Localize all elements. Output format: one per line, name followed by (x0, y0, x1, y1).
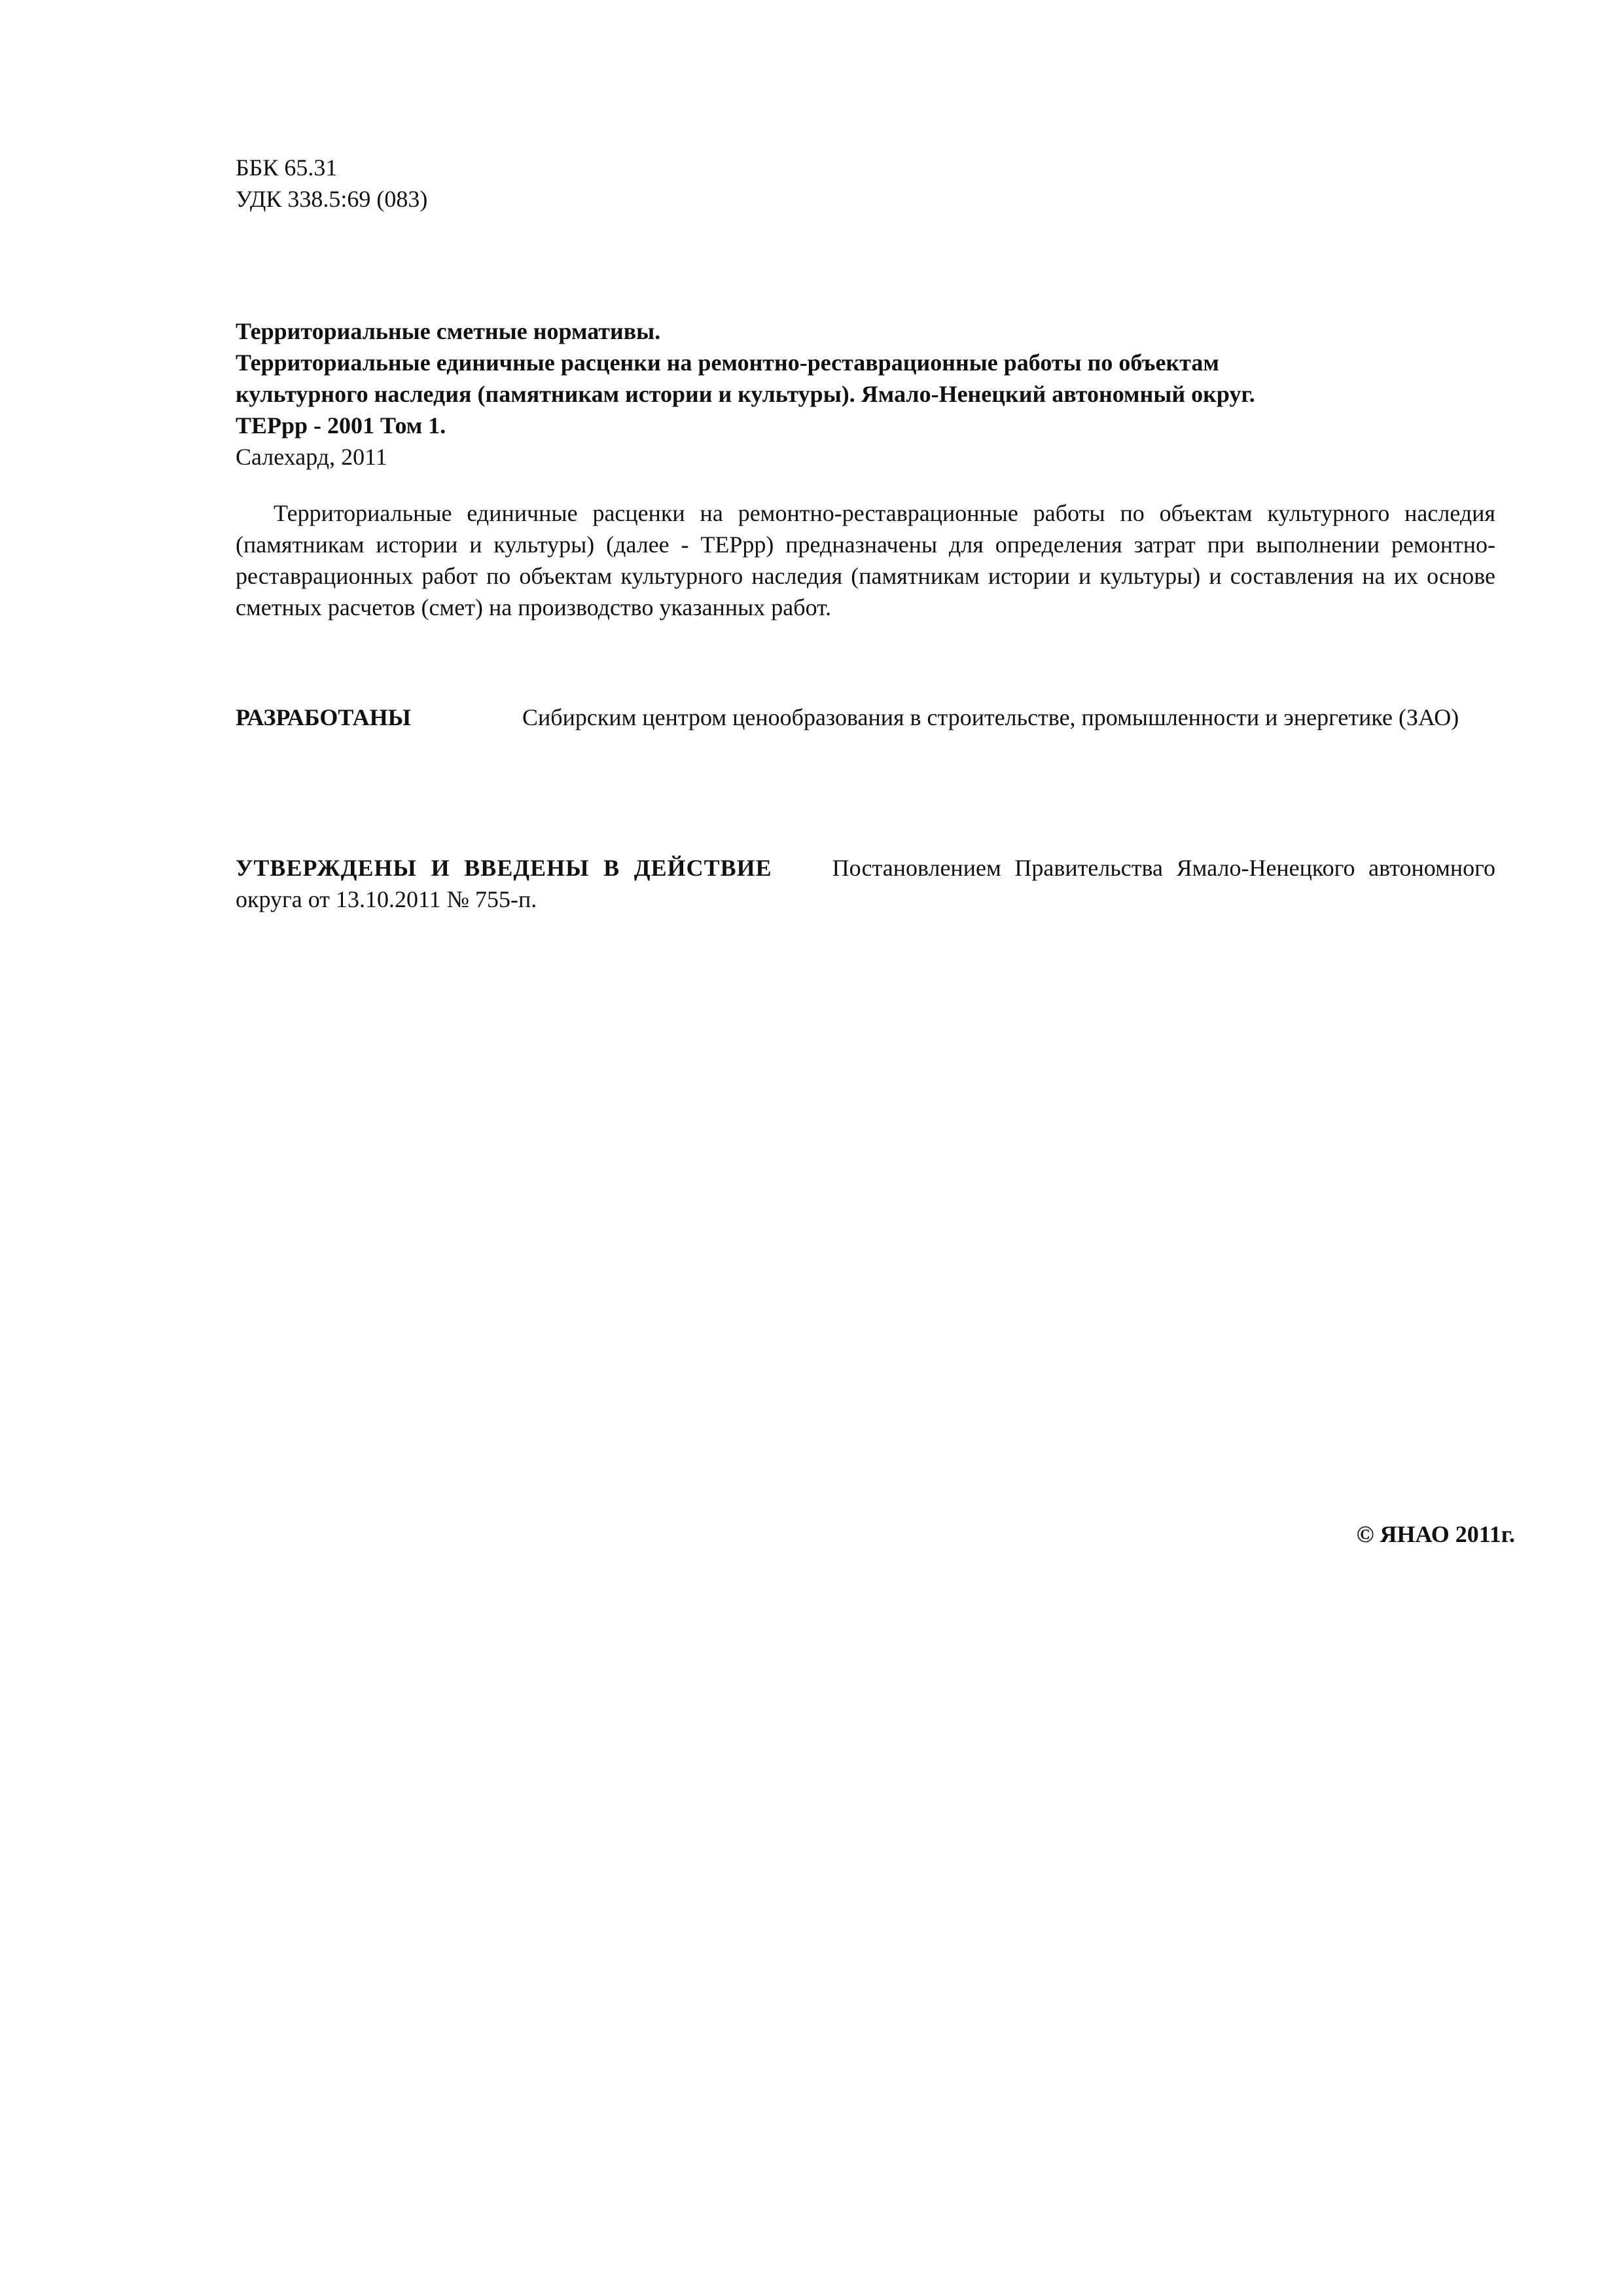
title-line-3: культурного наследия (памятникам истории и культуры). Ямало-Ненецкий автономный округ. (236, 381, 1255, 407)
title-line-1: Территориальные сметные нормативы. (236, 318, 661, 344)
title-line-4: ТЕРрр - 2001 Том 1. (236, 412, 446, 439)
approved-paragraph (236, 852, 1495, 915)
intro-text: Территориальные единичные расценки на ремонтно-реставрационные работы по объектам культурного наследия (памятникам истории и культуры) (далее - ТЕРрр) предназначены для определения затрат при выполнении ремонтно-реставрационных работ по объектам культурного наследия (памятникам истории и культуры) и составления на их основе сметных расчетов (смет) на производство указанных работ. (236, 500, 1495, 620)
developed-label: РАЗРАБОТАНЫ (236, 704, 411, 730)
udk-code: УДК 338.5:69 (083) (236, 186, 428, 212)
document-title-block (236, 315, 1495, 473)
approved-label: УТВЕРЖДЕНЫ И ВВЕДЕНЫ В ДЕЙСТВИЕ (236, 855, 772, 881)
approved-text: Постановлением Правительства Ямало-Ненецкого автономного округа от 13.10.2011 № 755-п. (236, 855, 1495, 912)
catalog-codes (236, 152, 1495, 215)
intro-paragraph (236, 497, 1495, 623)
developed-by-paragraph (236, 702, 1495, 733)
developed-text: Сибирским центром ценообразования в строительстве, промышленности и энергетике (ЗАО) (522, 704, 1459, 730)
bbk-code: ББК 65.31 (236, 154, 338, 181)
title-line-2: Территориальные единичные расценки на ремонтно-реставрационные работы по объектам (236, 350, 1219, 376)
copyright-notice: © ЯНАО 2011г. (1356, 1521, 1515, 1547)
city-year: Салехард, 2011 (236, 444, 387, 470)
